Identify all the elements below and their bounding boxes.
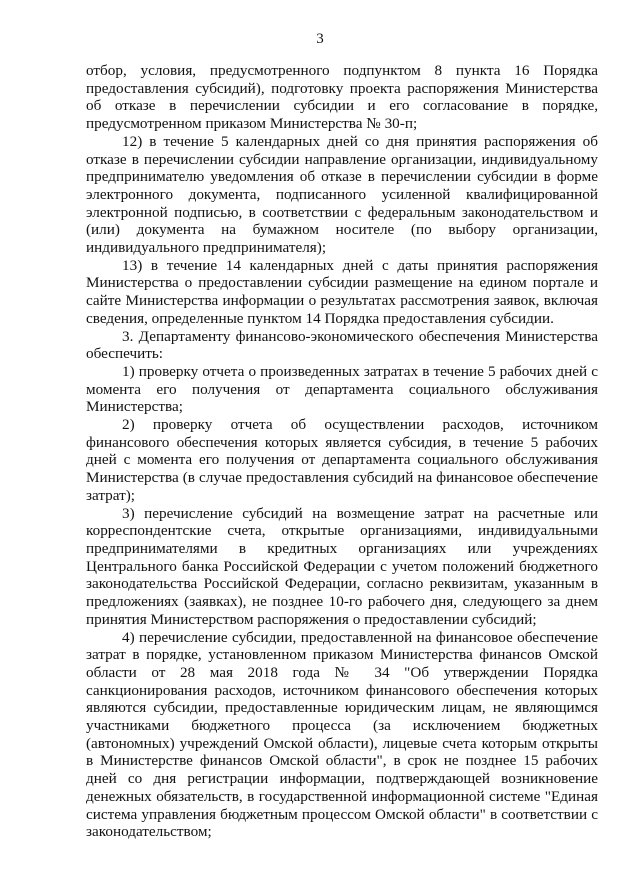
paragraph-subitem-4: 4) перечисление субсидии, предоставленной на финансовое обеспечение затрат в порядке, установленном приказом Министерства финансов Омской области от 28 мая 2018 года № 34 "Об утверждении Порядка санкционирования расходов, источником финансового обеспечения которых являются субсидии, предоставленные юридическим лицам, не являющимся участниками бюджетного процесса (за исключением бюджетных (автономных) учреждений Омской области), лицевые счета которым открыты в Министерстве финансов Омской области", в срок не позднее 15 рабочих дней со дня регистрации информации, подтверждающей возникновение денежных обязательств, в государственной информационной системе "Единая система управления бюджетным процессом Омской области" в соответствии с законодательством;	[86, 628, 598, 841]
paragraph-selection-conditions: отбор, условия, предусмотренного подпунктом 8 пункта 16 Порядка предоставления субсидий), подготовку проекта распоряжения Министерства об отказе в перечислении субсидии и его согласование в порядке, предусмотренном приказом Министерства № 30-п;	[86, 62, 598, 133]
paragraph-subitem-3: 3) перечисление субсидий на возмещение затрат на расчетные или корреспондентские счета, открытые организациями, индивидуальными предпринимателями в кредитных организациях или учреждениях Центрального банка Российской Федерации с учетом положений бюджетного законодательства Российской Федерации, согласно реквизитам, указанным в предложениях (заявках), не позднее 10-го рабочего дня, следующего за днем принятия Министерством распоряжения о предоставлении субсидий;	[86, 504, 598, 628]
paragraph-section-3: 3. Департаменту финансово-экономического обеспечения Министерства обеспечить:	[86, 327, 598, 363]
page-number: 3	[316, 31, 324, 47]
paragraph-subitem-2: 2) проверку отчета об осуществлении расходов, источником финансового обеспечения которых является субсидия, в течение 5 рабочих дней с момента его получения от департамента социального обслуживания Министерства (в случае предоставления субсидий на финансовое обеспечение затрат);	[86, 416, 598, 504]
document-body	[86, 62, 598, 841]
paragraph-subitem-1: 1) проверку отчета о произведенных затратах в течение 5 рабочих дней с момента его получения от департамента социального обслуживания Министерства;	[86, 362, 598, 416]
paragraph-item-13: 13) в течение 14 календарных дней с даты принятия распоряжения Министерства о предоставлении субсидии размещение на едином портале и сайте Министерства информации о результатах рассмотрения заявок, включая сведения, определенные пунктом 14 Порядка предоставления субсидии.	[86, 256, 598, 327]
paragraph-item-12: 12) в течение 5 календарных дней со дня принятия распоряжения об отказе в перечислении субсидии направление организации, индивидуальному предпринимателю уведомления об отказе в перечислении субсидии в форме электронного документа, подписанного усиленной квалифицированной электронной подписью, в соответствии с федеральным законодательством и (или) документа на бумажном носителе (по выбору организации, индивидуального предпринимателя);	[86, 132, 598, 257]
